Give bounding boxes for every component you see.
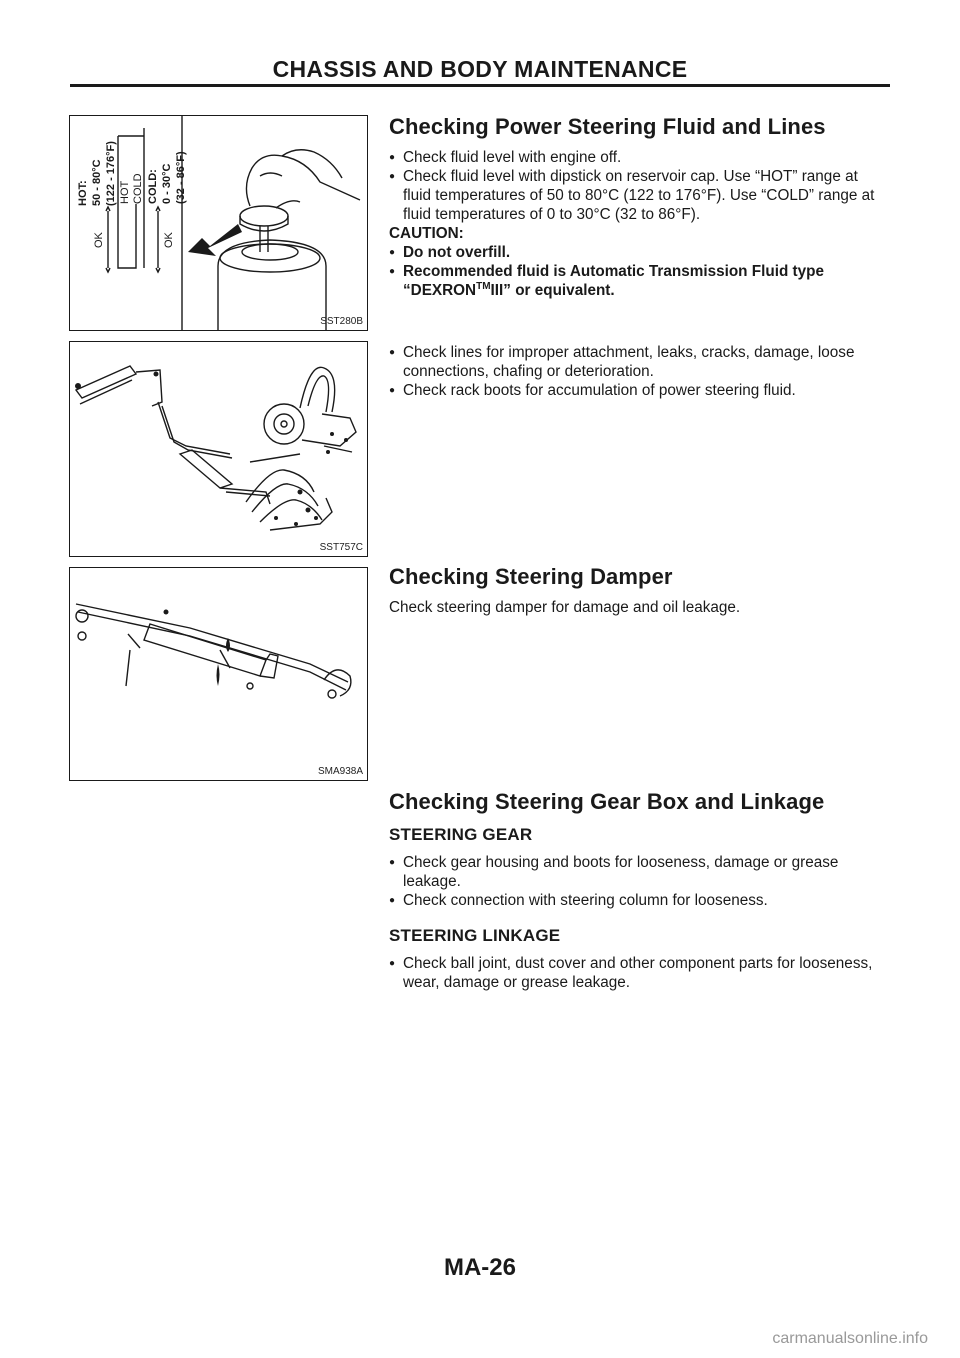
fig1-ok-left: OK — [93, 232, 105, 248]
section-power-steering-lines — [389, 343, 889, 400]
dipstick-illustration — [70, 116, 368, 331]
ps-caution-label: CAUTION: — [389, 225, 464, 242]
linkage-item-1: ● Check ball joint, dust cover and other component parts for looseness, wear, damage or grease leakage. — [389, 954, 889, 992]
fig1-hot-f: (122 - 176°F) — [105, 141, 117, 206]
fig1-hot-label: HOT: — [77, 180, 89, 206]
section-power-steering-title: Checking Power Steering Fluid and Lines — [389, 114, 826, 139]
section-damper-title: Checking Steering Damper — [389, 564, 673, 589]
ps-item-3: ● Check lines for improper attachment, leaks, cracks, damage, loose connections, chafing or deterioration. — [389, 343, 889, 381]
fig3-code: SMA938A — [317, 766, 363, 777]
section-gearbox-title: Checking Steering Gear Box and Linkage — [389, 789, 825, 814]
figure-steering-lines — [69, 341, 368, 557]
steering-damper-illustration — [70, 568, 368, 781]
section-damper — [389, 564, 889, 617]
ps-caution-2-a: Recommended fluid is Automatic Transmission Fluid type “DEXRON — [403, 263, 825, 299]
gear-item-2: ● Check connection with steering column for looseness. — [389, 891, 889, 910]
ps-item-1: ● Check fluid level with engine off. — [389, 148, 889, 167]
fig1-gauge-cold: COLD — [132, 173, 144, 204]
damper-text: Check steering damper for damage and oil leakage. — [389, 599, 741, 616]
figure-dipstick — [69, 115, 368, 331]
fig1-cold-c: 0 - 30°C — [161, 163, 173, 204]
fig1-code: SST280B — [320, 316, 363, 327]
gear-item-1: ● Check gear housing and boots for looseness, damage or grease leakage. — [389, 853, 889, 891]
fig1-cold-label: COLD: — [147, 169, 159, 204]
ps-item-4: ● Check rack boots for accumulation of power steering fluid. — [389, 381, 889, 400]
fig1-gauge-hot: HOT — [119, 180, 131, 204]
section-gearbox — [389, 789, 889, 992]
figure-steering-damper — [69, 567, 368, 781]
fig1-ok-right: OK — [163, 232, 175, 248]
ps-caution-1: ● Do not overfill. — [389, 243, 889, 262]
steering-lines-illustration — [70, 342, 368, 557]
gearbox-sub-steering-gear: STEERING GEAR — [389, 825, 533, 844]
ps-caution-2 — [389, 262, 889, 300]
fig1-hot-c: 50 - 80°C — [91, 159, 103, 206]
ps-item-2: ● Check fluid level with dipstick on reservoir cap. Use “HOT” range at fluid temperatures of 50 to 80°C (122 to 176°F). Use “COLD” range at fluid temperatures of 0 to 30°C (32 to 86°F). — [389, 167, 889, 224]
page-header-title: CHASSIS AND BODY MAINTENANCE — [272, 56, 688, 82]
page-number: MA-26 — [443, 1254, 516, 1281]
watermark: carmanualsonline.info — [772, 1330, 928, 1347]
ps-caution-2-b: III” or equivalent. — [490, 282, 615, 299]
trademark-superscript: TM — [476, 280, 491, 292]
fig2-code: SST757C — [319, 542, 363, 553]
fig1-cold-f: (32 - 86°F) — [175, 151, 187, 204]
section-power-steering — [389, 114, 889, 300]
gearbox-sub-steering-linkage: STEERING LINKAGE — [389, 926, 561, 945]
header-rule — [70, 84, 890, 87]
